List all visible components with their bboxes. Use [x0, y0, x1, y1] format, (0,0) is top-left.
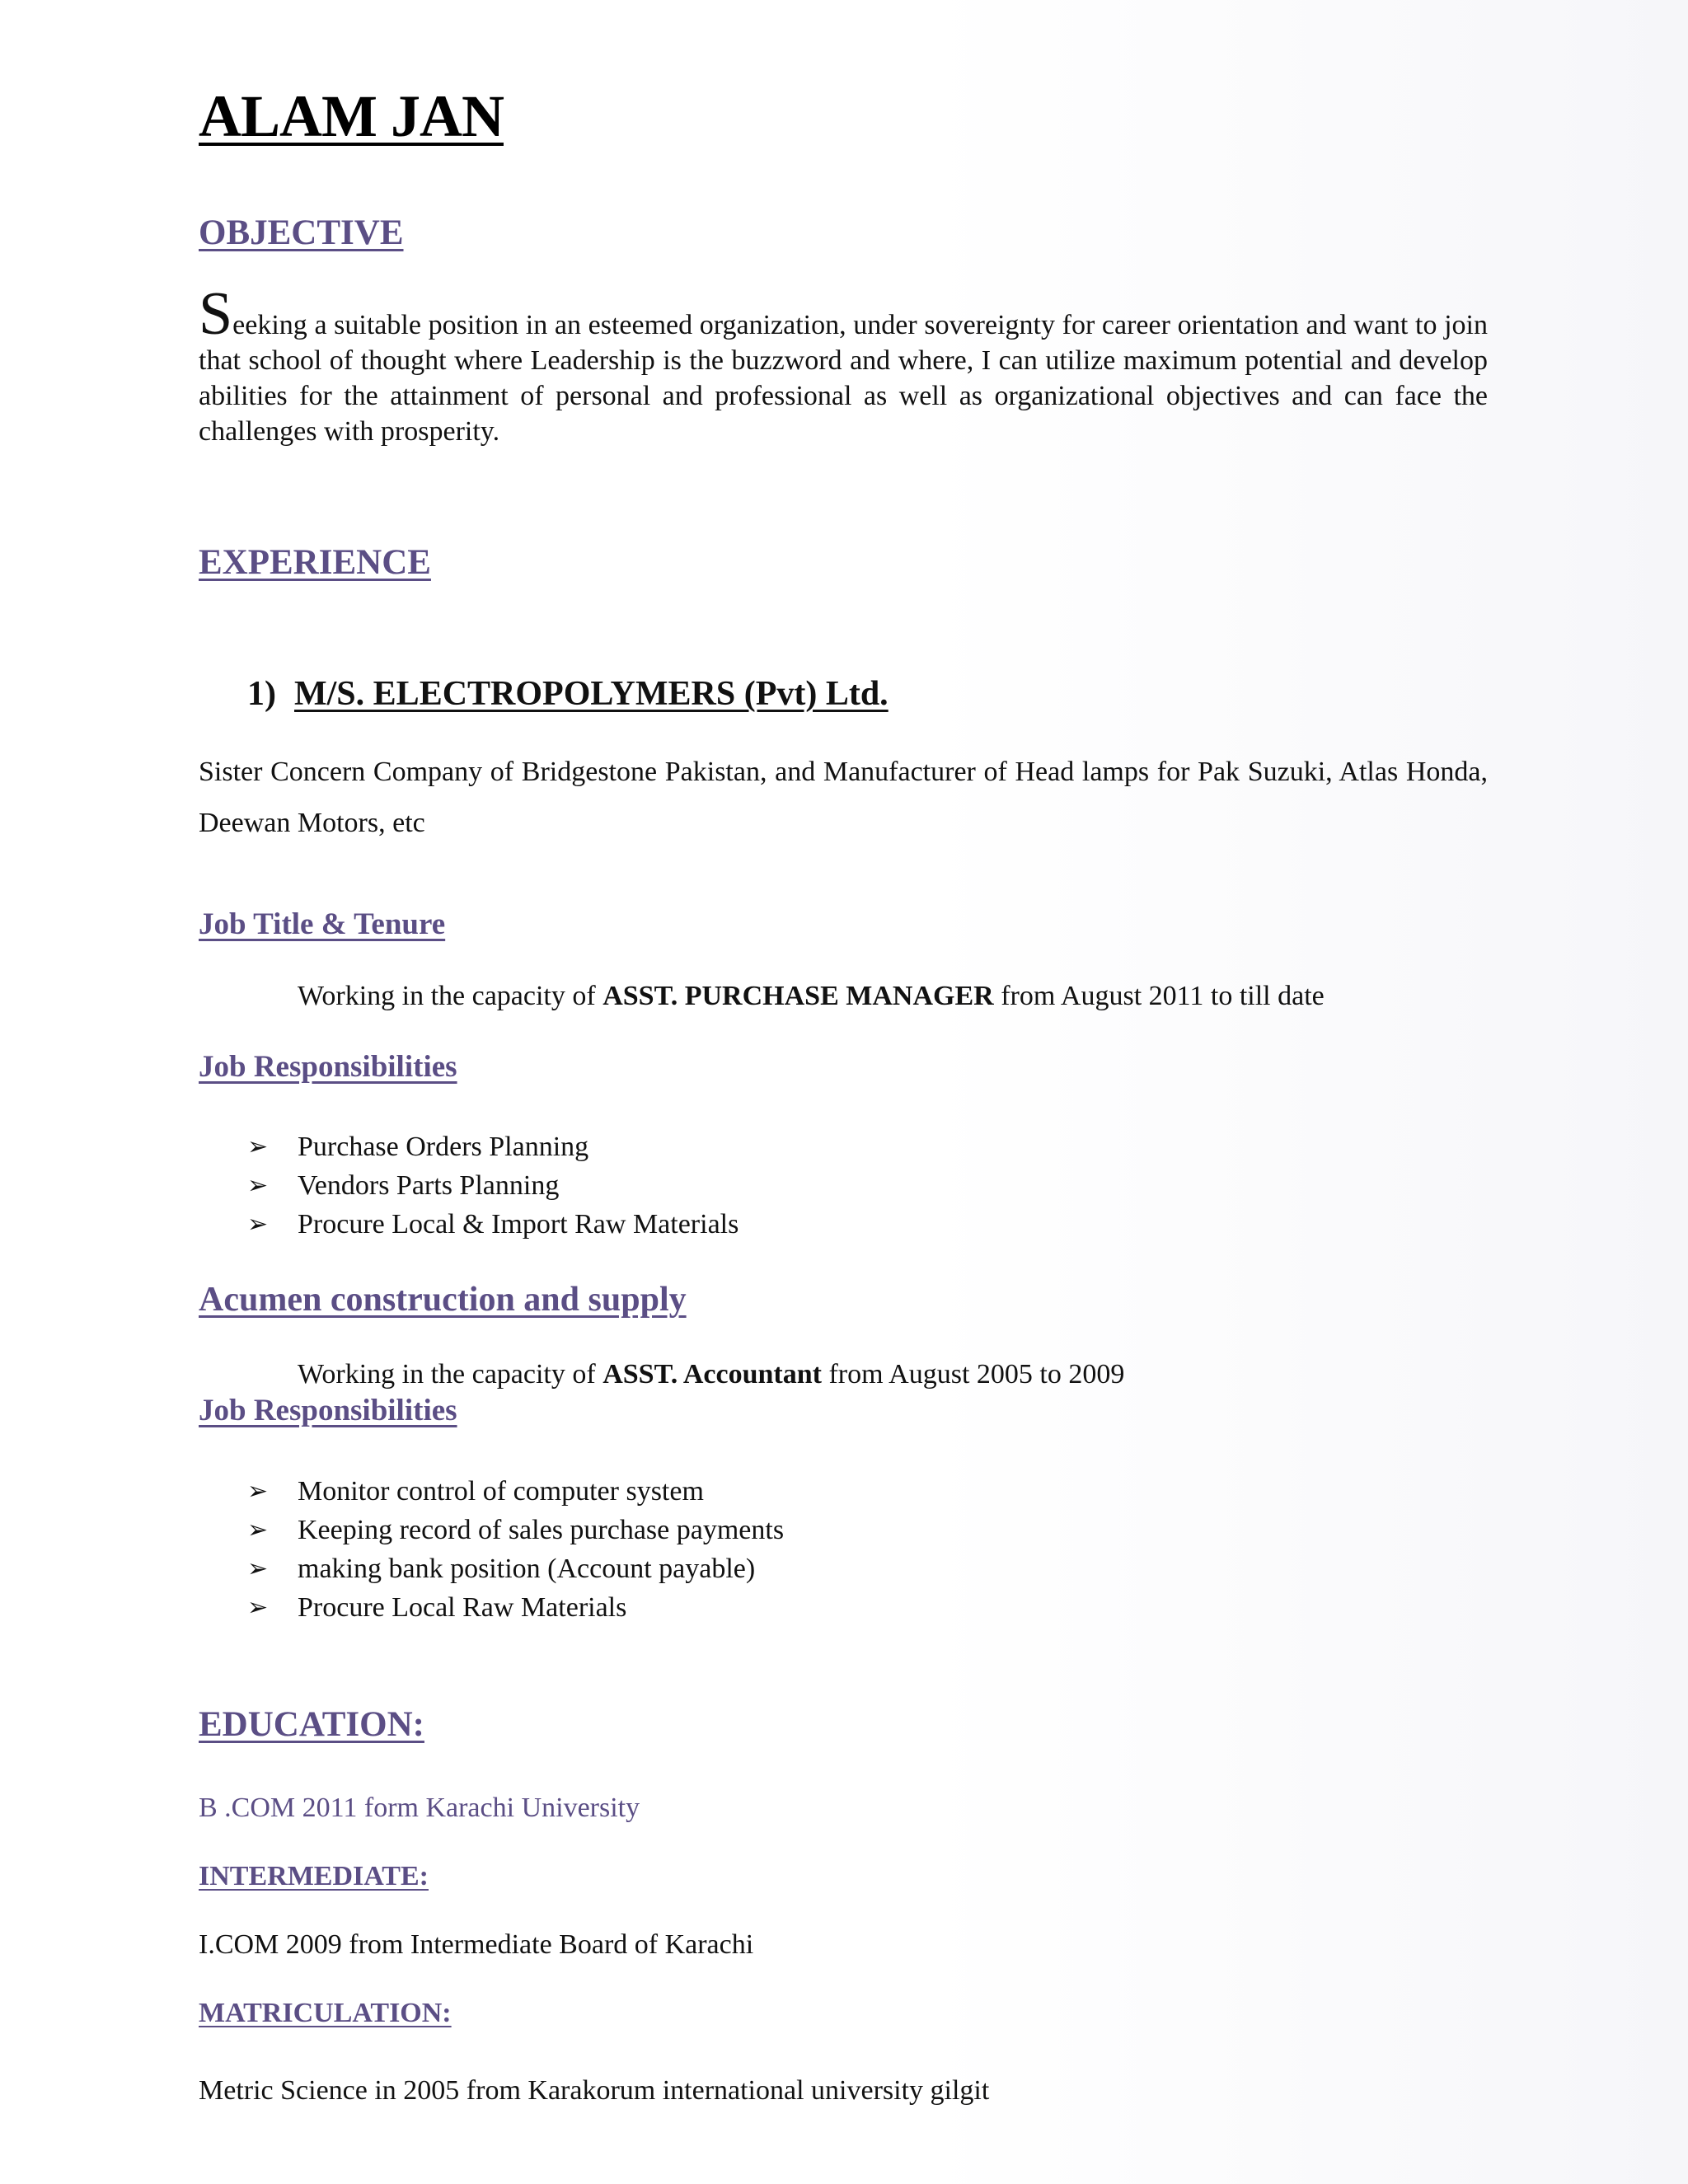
- list-item: [247, 1205, 738, 1244]
- list-item: [247, 1166, 738, 1205]
- company-1-number: 1): [247, 675, 276, 713]
- job-1-title-suffix: from August 2011 to till date: [993, 981, 1325, 1011]
- job-1-responsibilities-list: [247, 1127, 738, 1244]
- bcom-entry: B .COM 2011 form Karachi University: [199, 1793, 640, 1823]
- job-title-tenure-heading: Job Title & Tenure: [199, 907, 446, 941]
- company-1-heading: [247, 674, 889, 714]
- objective-dropcap: S: [199, 280, 233, 348]
- responsibility-text: Monitor control of computer system: [298, 1476, 704, 1507]
- objective-heading: OBJECTIVE: [199, 213, 404, 252]
- job-1-title: ASST. PURCHASE MANAGER: [603, 981, 994, 1011]
- objective-paragraph: [199, 280, 1488, 449]
- responsibility-text: Purchase Orders Planning: [298, 1132, 589, 1162]
- experience-heading: EXPERIENCE: [199, 543, 431, 582]
- company-2-heading: Acumen construction and supply: [199, 1281, 687, 1319]
- matriculation-heading: MATRICULATION:: [199, 1998, 452, 2028]
- intermediate-heading: INTERMEDIATE:: [199, 1861, 429, 1891]
- job-2-title-line: [298, 1359, 1124, 1390]
- company-1-description: Sister Concern Company of Bridgestone Pakistan, and Manufacturer of Head lamps for Pak Suzuki, Atlas Honda, Deewan Motors, etc: [199, 757, 1488, 838]
- arrow-bullet-icon: ➢: [247, 1593, 269, 1622]
- arrow-bullet-icon: ➢: [247, 1171, 269, 1200]
- responsibility-text: Keeping record of sales purchase payments: [298, 1515, 785, 1545]
- responsibility-text: Procure Local Raw Materials: [298, 1592, 627, 1623]
- objective-text: eeking a suitable position in an esteemed organization, under sovereignty for career orientation and want to join that school of thought where Leadership is the buzzword and where, I can utilize maximum potential and develop abilities for the attainment of personal and professional as well as organizational objectives and can face the challenges with prosperity.: [199, 310, 1488, 447]
- job-2-responsibilities-heading: Job Responsibilities: [199, 1394, 457, 1427]
- list-item: [247, 1511, 784, 1549]
- job-2-title: ASST. Accountant: [603, 1359, 822, 1390]
- candidate-name: ALAM JAN: [199, 83, 504, 149]
- intermediate-entry: I.COM 2009 from Intermediate Board of Karachi: [199, 1929, 754, 1960]
- company-1-name: M/S. ELECTROPOLYMERS (Pvt) Ltd.: [294, 675, 889, 713]
- job-2-title-suffix: from August 2005 to 2009: [821, 1359, 1125, 1390]
- job-2-responsibilities-list: [247, 1472, 784, 1627]
- education-heading: EDUCATION:: [199, 1705, 424, 1744]
- job-2-title-prefix: Working in the capacity of: [298, 1359, 603, 1390]
- responsibility-text: Procure Local & Import Raw Materials: [298, 1209, 739, 1240]
- list-item: [247, 1127, 738, 1166]
- arrow-bullet-icon: ➢: [247, 1554, 269, 1583]
- arrow-bullet-icon: ➢: [247, 1516, 269, 1544]
- responsibility-text: making bank position (Account payable): [298, 1554, 756, 1584]
- arrow-bullet-icon: ➢: [247, 1210, 269, 1239]
- list-item: [247, 1472, 784, 1511]
- responsibility-text: Vendors Parts Planning: [298, 1170, 560, 1201]
- job-1-title-line: [298, 981, 1325, 1012]
- list-item: [247, 1549, 784, 1588]
- arrow-bullet-icon: ➢: [247, 1132, 269, 1161]
- job-1-title-prefix: Working in the capacity of: [298, 981, 603, 1011]
- matriculation-entry: Metric Science in 2005 from Karakorum international university gilgit: [199, 2075, 990, 2106]
- arrow-bullet-icon: ➢: [247, 1477, 269, 1506]
- job-1-responsibilities-heading: Job Responsibilities: [199, 1050, 457, 1084]
- list-item: [247, 1588, 784, 1627]
